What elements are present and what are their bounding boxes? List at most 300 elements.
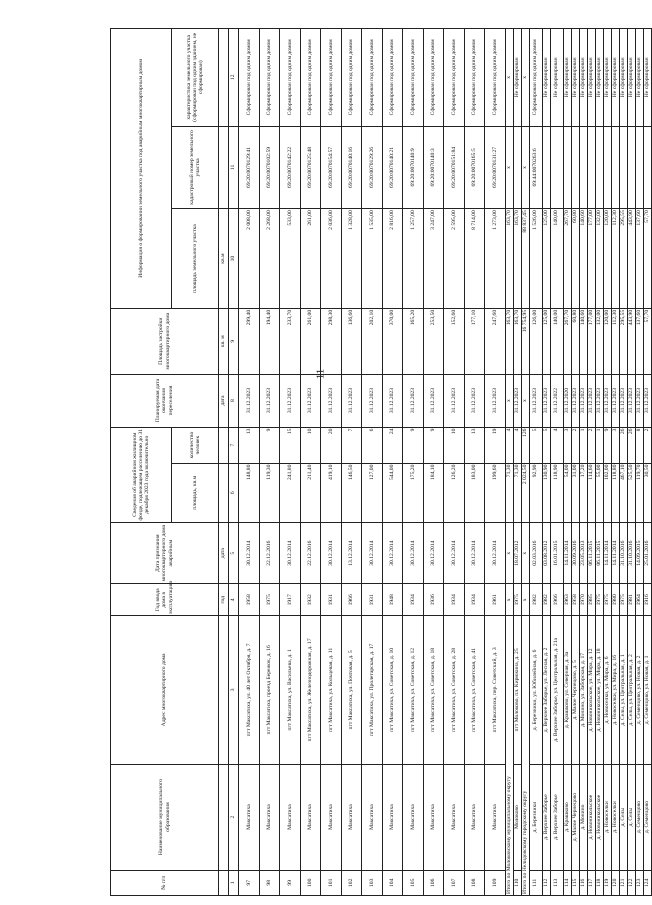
cell-address: д. Новоселки, ул. Мира, д. 6	[603, 616, 611, 764]
cell-building-area: 140,00	[550, 308, 563, 374]
cell-building-area: 177,10	[464, 308, 485, 374]
unit-cell	[219, 870, 229, 895]
col-number: 10	[229, 209, 239, 309]
cell-building-area: 253,50	[423, 308, 444, 374]
cell-year: 1985	[587, 584, 595, 616]
cell-municipality: д. Верхнее Заборье	[542, 764, 550, 870]
cell-characteristic: Сформирован под одним домом	[239, 29, 260, 127]
unit-cell	[219, 764, 229, 870]
cell-address: пгт Максатиха, ул. Почтовая, д. 5	[341, 616, 362, 764]
cell-recognition-date: 13.12.2014	[341, 522, 362, 583]
cell-year: 1975	[619, 584, 627, 616]
cell-cadastral: 69:20:0070140:3	[423, 126, 444, 209]
cell-planned-date: x	[521, 374, 529, 427]
cell-cadastral: 69:44:0070263:6	[529, 126, 542, 209]
cell-year: 1964	[635, 584, 643, 616]
cell-cadastral	[611, 126, 619, 209]
cell-cadastral: 69:20:0070165:5	[464, 126, 485, 209]
cell-recognition-date: 30.09.2016	[571, 522, 579, 583]
cell-characteristic: x	[505, 29, 513, 127]
cell-characteristic: Сформирован под одним домом	[280, 29, 301, 127]
cell-municipality: Максатиха	[464, 764, 485, 870]
cell-year: x	[521, 584, 529, 616]
cell-year: 1932	[300, 584, 321, 616]
cell-planned-date: 31.12.2023	[619, 374, 627, 427]
cell-num: 110	[513, 870, 521, 895]
cell-characteristic: Не сформирован	[542, 29, 550, 127]
cell-year: 1975	[603, 584, 611, 616]
cell-area: 114,60	[587, 463, 595, 522]
header-cadastral: кадастровый номер земельного участка	[172, 126, 219, 209]
cell-recognition-date: 30.12.2014	[485, 522, 506, 583]
cell-year: 1966	[341, 584, 362, 616]
unit-cell	[219, 616, 229, 764]
cell-municipality: Молоково	[513, 764, 521, 870]
unit-planned: дата	[219, 374, 229, 427]
subtotal-label: Итого по Нелидовскому городскому округу	[521, 616, 529, 896]
cell-land-area: 120,00	[603, 209, 611, 309]
cell-planned-date: 31.12.2023	[635, 374, 643, 427]
cell-land-area: 60,80	[571, 209, 579, 309]
cell-num: 112	[542, 870, 550, 895]
unit-year: год	[219, 584, 229, 616]
cell-area: 419,10	[321, 463, 342, 522]
cell-recognition-date: 16.01.2015	[550, 522, 563, 583]
cell-year: 1975	[259, 584, 280, 616]
cell-cadastral	[643, 126, 651, 209]
cell-recognition-date: 30.12.2014	[239, 522, 260, 583]
cell-people: 9	[403, 427, 424, 463]
cell-municipality: д. Селы	[619, 764, 627, 870]
cell-people: 3	[611, 427, 619, 463]
cell-area: 544,00	[382, 463, 403, 522]
cell-planned-date: 31.12.2023	[529, 374, 542, 427]
cell-address: пгт Молоково, пл. Кирюхина, д. 25	[513, 616, 521, 764]
cell-area: 17,20	[579, 463, 587, 522]
cell-cadastral	[587, 126, 595, 209]
cell-recognition-date: 06.11.2015	[595, 522, 603, 583]
cell-people: 126	[521, 427, 529, 463]
subtotal-label: Итого по Молоковскому муниципальному округу	[505, 616, 513, 896]
cell-planned-date: 31.12.2023	[280, 374, 301, 427]
cell-area: 119,70	[635, 463, 643, 522]
cell-municipality: д. Новоникольское	[595, 764, 603, 870]
cell-planned-date: 31.12.2023	[611, 374, 619, 427]
cell-address: пгт Максатиха, ул. Советская, д. 10	[382, 616, 403, 764]
cell-people: 5	[529, 427, 542, 463]
unit-land: кв.м	[219, 209, 229, 309]
cell-building-area: 177,00	[587, 308, 595, 374]
cell-planned-date: 31.12.2023	[423, 374, 444, 427]
col-number: 3	[229, 616, 239, 764]
cell-planned-date: 31.12.2023	[259, 374, 280, 427]
cell-num: 117	[587, 870, 595, 895]
cell-people: 7	[341, 427, 362, 463]
cell-cadastral: 69:20:0070151:84	[444, 126, 465, 209]
cell-municipality: Максатиха	[403, 764, 424, 870]
unit-cell	[219, 126, 229, 209]
cell-cadastral: 69:20:0070154:57	[321, 126, 342, 209]
cell-characteristic: Не сформирован	[587, 29, 595, 127]
cell-building-area: 132,00	[595, 308, 603, 374]
cell-recognition-date: 14.09.2015	[635, 522, 643, 583]
cell-area: 130,90	[542, 463, 550, 522]
cell-cadastral	[595, 126, 603, 209]
cell-municipality: Максатиха	[382, 764, 403, 870]
cell-area: 118,90	[550, 463, 563, 522]
cell-building-area: 57,70	[643, 308, 651, 374]
cell-characteristic: Сформирован под одним домом	[444, 29, 465, 127]
cell-address: пгт Максатиха, ул. Советская, д. 41	[464, 616, 485, 764]
table-row	[423, 29, 444, 896]
col-number: 4	[229, 584, 239, 616]
cell-area: 102,00	[603, 463, 611, 522]
cell-people: 2	[643, 427, 651, 463]
cell-characteristic: Сформирован под одним домом	[382, 29, 403, 127]
cell-recognition-date: 23.05.2013	[579, 522, 587, 583]
cell-num: 116	[579, 870, 587, 895]
cell-num: 98	[259, 870, 280, 895]
cell-people: 4	[513, 427, 521, 463]
cell-building-area: 137,60	[635, 308, 643, 374]
table-row	[550, 29, 563, 896]
cell-characteristic: Не сформирован	[635, 29, 643, 127]
cell-year: 1982	[542, 584, 550, 616]
cell-planned-date: 31.12.2020	[563, 374, 571, 427]
cell-cadastral: 69:20:0070125:48	[300, 126, 321, 209]
cell-cadastral	[563, 126, 571, 209]
cell-municipality: д. Верхнее Заборье	[550, 764, 563, 870]
table-row	[595, 29, 603, 896]
table-row	[485, 29, 506, 896]
cell-land-area: 1 257,00	[403, 209, 424, 309]
col-number: 8	[229, 374, 239, 427]
cell-characteristic: Не сформирован	[579, 29, 587, 127]
cell-address: пгт Максатиха, ул. Советская, д. 12	[403, 616, 424, 764]
cell-land-area: 125,00	[542, 209, 550, 309]
cell-num: 111	[529, 870, 542, 895]
cell-year: 1966	[550, 584, 563, 616]
unit-cell	[219, 29, 229, 127]
table-row	[619, 29, 627, 896]
header-num: № п/п	[111, 870, 219, 895]
table-row	[464, 29, 485, 896]
cell-year: 1931	[321, 584, 342, 616]
table-row	[259, 29, 280, 896]
cell-address: д. Крашково, ул. Северная, д. 3а	[563, 616, 571, 764]
cell-planned-date: 31.12.2023	[362, 374, 383, 427]
table-row	[563, 29, 571, 896]
cell-municipality: д. Новоселки	[611, 764, 619, 870]
cell-address: д. Новоникольское, ул. Мира, д. 18	[595, 616, 603, 764]
cell-land-area: 2 816,00	[382, 209, 403, 309]
table-row	[382, 29, 403, 896]
cell-year: 1975	[513, 584, 521, 616]
cell-cadastral: x	[505, 126, 513, 209]
cell-num: 124	[643, 870, 651, 895]
cell-year: 1981	[627, 584, 635, 616]
cell-people: 1	[579, 427, 587, 463]
header-building-area: Площадь застройки многоквартирного дома	[111, 308, 219, 374]
cell-characteristic: Сформирован под одним домом	[485, 29, 506, 127]
cell-building-area: 295,55	[619, 308, 627, 374]
cell-characteristic: Не сформирован	[643, 29, 651, 127]
cell-municipality: д. Новоникольское	[587, 764, 595, 870]
cell-land-area: 295,55	[619, 209, 627, 309]
cell-land-area: 8 714,00	[464, 209, 485, 309]
cell-area: 71,30	[513, 463, 521, 522]
cell-people: 2	[571, 427, 579, 463]
cell-cadastral: 69:20:0070102:59	[259, 126, 280, 209]
cell-cadastral	[579, 126, 587, 209]
cell-address: д. Березники, ул. Юбилейная, д. 6	[529, 616, 542, 764]
table-row	[239, 29, 260, 896]
cell-characteristic: Не сформирован	[619, 29, 627, 127]
cell-num: 106	[423, 870, 444, 895]
cell-land-area: 1 273,00	[485, 209, 506, 309]
cell-address: пгт Максатиха, ул. Советская, д. 28	[444, 616, 465, 764]
cell-land-area: 112,30	[611, 209, 619, 309]
cell-people: 1	[595, 427, 603, 463]
cell-year: 1934	[403, 584, 424, 616]
cell-land-area: 57,70	[643, 209, 651, 309]
cell-recognition-date: 30.12.2014	[321, 522, 342, 583]
unit-date: дата	[219, 522, 229, 583]
header-people: количество человек	[172, 427, 219, 463]
table-row	[444, 29, 465, 896]
cell-people: 10	[444, 427, 465, 463]
cell-people: 26	[619, 427, 627, 463]
cell-building-area: 140,60	[579, 308, 587, 374]
cell-address: пгт Максатиха, ул. Васильева, д. 1	[280, 616, 301, 764]
cell-characteristic: Сформирован под одним домом	[300, 29, 321, 127]
cell-cadastral: 69:20:0070140:16	[341, 126, 362, 209]
cell-land-area: 163,70	[513, 209, 521, 309]
cell-building-area: 443,90	[627, 308, 635, 374]
col-number: 5	[229, 522, 239, 583]
cell-year: 1975	[595, 584, 603, 616]
table-row	[280, 29, 301, 896]
cell-planned-date: 31.12.2022	[550, 374, 563, 427]
cell-characteristic: Не сформирован	[513, 29, 521, 127]
cell-municipality: Максатиха	[362, 764, 383, 870]
cell-num: 118	[595, 870, 603, 895]
cell-land-area: 177,00	[587, 209, 595, 309]
cell-recognition-date: 22.12.2016	[259, 522, 280, 583]
cell-land-area: 1 328,00	[341, 209, 362, 309]
cell-characteristic: Не сформирован	[563, 29, 571, 127]
cell-recognition-date: 25.01.2016	[643, 522, 651, 583]
cell-recognition-date: 30.12.2014	[382, 522, 403, 583]
cell-municipality: д. Семенцово	[643, 764, 651, 870]
cell-area: 55,00	[595, 463, 603, 522]
cell-municipality: Максатиха	[423, 764, 444, 870]
cell-cadastral: 69:20:0070140:21	[382, 126, 403, 209]
subtotal-row	[521, 29, 529, 896]
cell-building-area: 202,10	[362, 308, 383, 374]
cell-area: 184,10	[423, 463, 444, 522]
cell-address: пгт Максатиха, пер. Советский, д. 3	[485, 616, 506, 764]
cell-land-area: 443,90	[627, 209, 635, 309]
cell-characteristic: x	[521, 29, 529, 127]
cell-cadastral	[603, 126, 611, 209]
col-number: 9	[229, 308, 239, 374]
cell-land-area: 137,60	[635, 209, 643, 309]
cell-cadastral	[619, 126, 627, 209]
cell-address: пгт Максатиха, ул. Кольцевая, д. 11	[321, 616, 342, 764]
cell-address: д. Новоселки, ул. Мира, д. 16	[611, 616, 619, 764]
cell-address: д. Верхнее Заборье, ул. Лесная, д. 2	[542, 616, 550, 764]
cell-num: 108	[464, 870, 485, 895]
cell-recognition-date: 30.12.2014	[444, 522, 465, 583]
cell-municipality: д. Крашково	[563, 764, 571, 870]
cell-people: 5	[542, 427, 550, 463]
cell-characteristic: Сформирован под одним домом	[362, 29, 383, 127]
cell-planned-date: 31.12.2023	[595, 374, 603, 427]
cell-building-area: 16 754,95	[521, 308, 529, 374]
unit-cell	[219, 427, 229, 463]
cell-municipality: Максатиха	[485, 764, 506, 870]
cell-planned-date: 31.12.2023	[403, 374, 424, 427]
cell-people: 24	[382, 427, 403, 463]
cell-planned-date: 31.12.2023	[382, 374, 403, 427]
cell-characteristic: Сформирован под одним домом	[464, 29, 485, 127]
cell-building-area: 60,80	[571, 308, 579, 374]
table-row	[603, 29, 611, 896]
header-year: Год ввода дома в эксплуатацию	[111, 584, 219, 616]
cell-planned-date: 31.12.2023	[571, 374, 579, 427]
cell-characteristic: Не сформирован	[627, 29, 635, 127]
cell-building-area: 194,40	[259, 308, 280, 374]
cell-year: 1917	[280, 584, 301, 616]
cell-people: 15	[280, 427, 301, 463]
cell-land-area: 267,70	[563, 209, 571, 309]
cell-land-area: 140,60	[579, 209, 587, 309]
cell-recognition-date: 30.12.2014	[423, 522, 444, 583]
cell-characteristic: Не сформирован	[571, 29, 579, 127]
cell-address: д. Малое Чернецово, д. 5	[571, 616, 579, 764]
cell-address: д. Новоникольское, ул. Мира, д. 12	[587, 616, 595, 764]
cell-municipality: Максатиха	[259, 764, 280, 870]
cell-address: д. Селы, ул. Центральная, д. 2	[627, 616, 635, 764]
cell-recognition-date: 06.11.2015	[587, 522, 595, 583]
cell-characteristic: Сформирован под одним домом	[423, 29, 444, 127]
header-address: Адрес многоквартирного дома	[111, 616, 219, 764]
cell-building-area: 370,00	[382, 308, 403, 374]
cell-address: д. Семенцово, ул. Новая, д. 2	[635, 616, 643, 764]
cell-planned-date: 31.12.2023	[579, 374, 587, 427]
cell-people: 6	[362, 427, 383, 463]
cell-cadastral: 69:20:0070140:9	[403, 126, 424, 209]
cell-recognition-date: 30.12.2014	[464, 522, 485, 583]
cell-municipality: д. Малое Чернецово	[571, 764, 579, 870]
cell-building-area: 261,00	[300, 308, 321, 374]
cell-recognition-date: x	[505, 522, 513, 583]
cell-area: 2 024,50	[521, 463, 529, 522]
cell-area: 118,80	[611, 463, 619, 522]
cell-planned-date: 31.12.2023	[341, 374, 362, 427]
unit-bldg: кв. м	[219, 308, 229, 374]
cell-municipality: Максатиха	[321, 764, 342, 870]
cell-planned-date: 31.12.2023	[643, 374, 651, 427]
cell-year: 1958	[239, 584, 260, 616]
cell-planned-date: 31.12.2023	[603, 374, 611, 427]
cell-municipality: Максатиха	[239, 764, 260, 870]
cell-num: 100	[300, 870, 321, 895]
cell-people: 10	[300, 427, 321, 463]
header-land-area: площадь земельного участка	[172, 209, 219, 309]
cell-num: 119	[603, 870, 611, 895]
cell-municipality: д. Монино	[579, 764, 587, 870]
cell-characteristic: Сформирован под одним домом	[259, 29, 280, 127]
cell-address: пгт Максатиха, проезд Бережок, д. 16	[259, 616, 280, 764]
housing-register-table	[110, 28, 652, 896]
cell-num: 103	[362, 870, 383, 895]
cell-area: 467,10	[619, 463, 627, 522]
cell-year: 1970	[579, 584, 587, 616]
cell-area: 119,30	[259, 463, 280, 522]
cell-municipality: д. Селы	[627, 764, 635, 870]
cell-planned-date: 31.12.2023	[587, 374, 595, 427]
cell-year: 1931	[362, 584, 383, 616]
table-row	[341, 29, 362, 896]
cell-area: 211,40	[300, 463, 321, 522]
cell-address: д. Верхнее Заборье, ул. Центральная, д. 21а	[550, 616, 563, 764]
cell-recognition-date: 03.08.2012	[542, 522, 550, 583]
cell-address: д. Семенцово, ул. Новая, д. 1	[643, 616, 651, 764]
cell-planned-date: 31.12.2023	[542, 374, 550, 427]
cell-year: 1936	[423, 584, 444, 616]
cell-cadastral	[542, 126, 550, 209]
cell-recognition-date: 31.10.2016	[627, 522, 635, 583]
table-row	[542, 29, 550, 896]
cell-year: 1963	[563, 584, 571, 616]
cell-people: 26	[627, 427, 635, 463]
cell-land-area: 140,00	[550, 209, 563, 309]
cell-recognition-date: 30.12.2014	[403, 522, 424, 583]
cell-address: пгт Максатиха, ул. Пролетарская, д. 17	[362, 616, 383, 764]
table-row	[635, 29, 643, 896]
cell-characteristic: Сформирован под одним домом	[403, 29, 424, 127]
cell-area: 148,80	[239, 463, 260, 522]
cell-land-area: 261,00	[300, 209, 321, 309]
cell-num: 99	[280, 870, 301, 895]
cell-land-area: 88 837,45	[521, 209, 529, 309]
cell-building-area: 247,60	[485, 308, 506, 374]
table-row	[529, 29, 542, 896]
table-row	[643, 29, 651, 896]
cell-characteristic: Сформирован под одним домом	[321, 29, 342, 127]
cell-land-area: 132,00	[595, 209, 603, 309]
cell-year: 1948	[382, 584, 403, 616]
cell-recognition-date: 18.07.2012	[513, 522, 521, 583]
table-container	[110, 28, 650, 896]
cell-address: пгт Максатиха, ул. 40 лет Октября, д. 7	[239, 616, 260, 764]
cell-land-area: 2 595,00	[444, 209, 465, 309]
cell-building-area: 299,40	[239, 308, 260, 374]
cell-area: 54,00	[563, 463, 571, 522]
cell-land-area: 2 008,00	[239, 209, 260, 309]
cell-num: 122	[627, 870, 635, 895]
cell-num: 102	[341, 870, 362, 895]
cell-year: 1980	[611, 584, 619, 616]
cell-municipality: Максатиха	[444, 764, 465, 870]
cell-area: 175,20	[403, 463, 424, 522]
table-body	[239, 29, 652, 896]
cell-people: 3	[563, 427, 571, 463]
table-row	[611, 29, 619, 896]
cell-area: 126,20	[444, 463, 465, 522]
